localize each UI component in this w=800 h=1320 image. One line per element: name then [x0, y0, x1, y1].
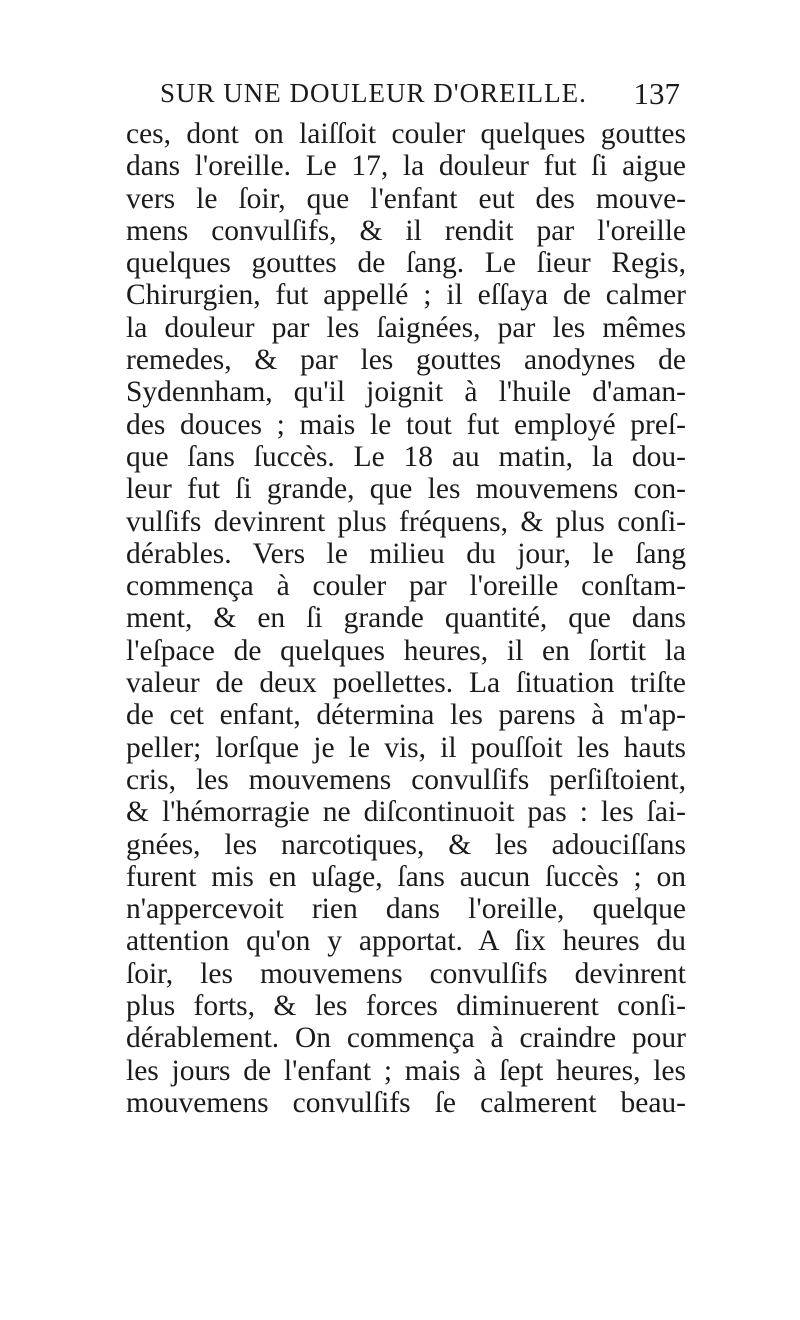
running-title: SUR UNE DOULEUR D'OREILLE.	[160, 78, 587, 108]
text-line: Chirurgien, fut appellé ; il eſſaya de calmer	[126, 279, 686, 312]
text-line: valeur de deux poellettes. La ſituation triſte	[126, 667, 686, 700]
text-line: peller; lorſque je le vis, il pouſſoit les hauts	[126, 731, 686, 764]
text-line: que ſans ſuccès. Le 18 au matin, la dou-	[126, 440, 686, 473]
text-line: & l'hémorragie ne diſcontinuoit pas : les ſai-	[126, 796, 686, 829]
text-line: cris, les mouvemens convulſifs perſiſtoient,	[126, 763, 686, 796]
text-line: remedes, & par les gouttes anodynes de	[126, 344, 686, 377]
text-line: Sydennham, qu'il joignit à l'huile d'aman-	[126, 376, 686, 409]
running-head	[160, 78, 680, 122]
text-line: ment, & en ſi grande quantité, que dans	[126, 602, 686, 635]
text-line: vulſifs devinrent plus fréquens, & plus conſi-	[126, 505, 686, 538]
text-line: de cet enfant, détermina les parens à m'ap-	[126, 699, 686, 732]
text-line: la douleur par les ſaignées, par les mêmes	[126, 311, 686, 344]
text-line: mens convulſifs, & il rendit par l'oreille	[126, 214, 686, 247]
text-line: quelques gouttes de ſang. Le ſieur Regis,	[126, 247, 686, 280]
text-line: dérablement. On commença à craindre pour	[126, 1022, 686, 1055]
text-line: les jours de l'enfant ; mais à ſept heures, les	[126, 1054, 686, 1087]
body-text	[126, 118, 686, 1119]
text-line: mouvemens convulſifs ſe calmerent beau-	[126, 1086, 686, 1119]
text-line: leur fut ſi grande, que les mouvemens con-	[126, 473, 686, 506]
text-line: gnées, les narcotiques, & les adouciſſans	[126, 828, 686, 861]
text-line: l'eſpace de quelques heures, il en ſortit la	[126, 634, 686, 667]
text-line: furent mis en uſage, ſans aucun ſuccès ; on	[126, 860, 686, 893]
text-line: des douces ; mais le tout fut employé preſ-	[126, 408, 686, 441]
text-line: dans l'oreille. Le 17, la douleur fut ſi aigue	[126, 150, 686, 183]
text-line: commença à couler par l'oreille conſtam-	[126, 570, 686, 603]
text-line: n'appercevoit rien dans l'oreille, quelque	[126, 893, 686, 926]
text-line: attention qu'on y apportat. A ſix heures du	[126, 925, 686, 958]
text-line: ces, dont on laiſſoit couler quelques gouttes	[126, 118, 686, 150]
text-line: dérables. Vers le milieu du jour, le ſang	[126, 537, 686, 570]
text-line: vers le ſoir, que l'enfant eut des mouve-	[126, 182, 686, 215]
text-line: ſoir, les mouvemens convulſifs devinrent	[126, 957, 686, 990]
page-number: 137	[633, 76, 680, 111]
text-line: plus forts, & les forces diminuerent conſi-	[126, 990, 686, 1023]
